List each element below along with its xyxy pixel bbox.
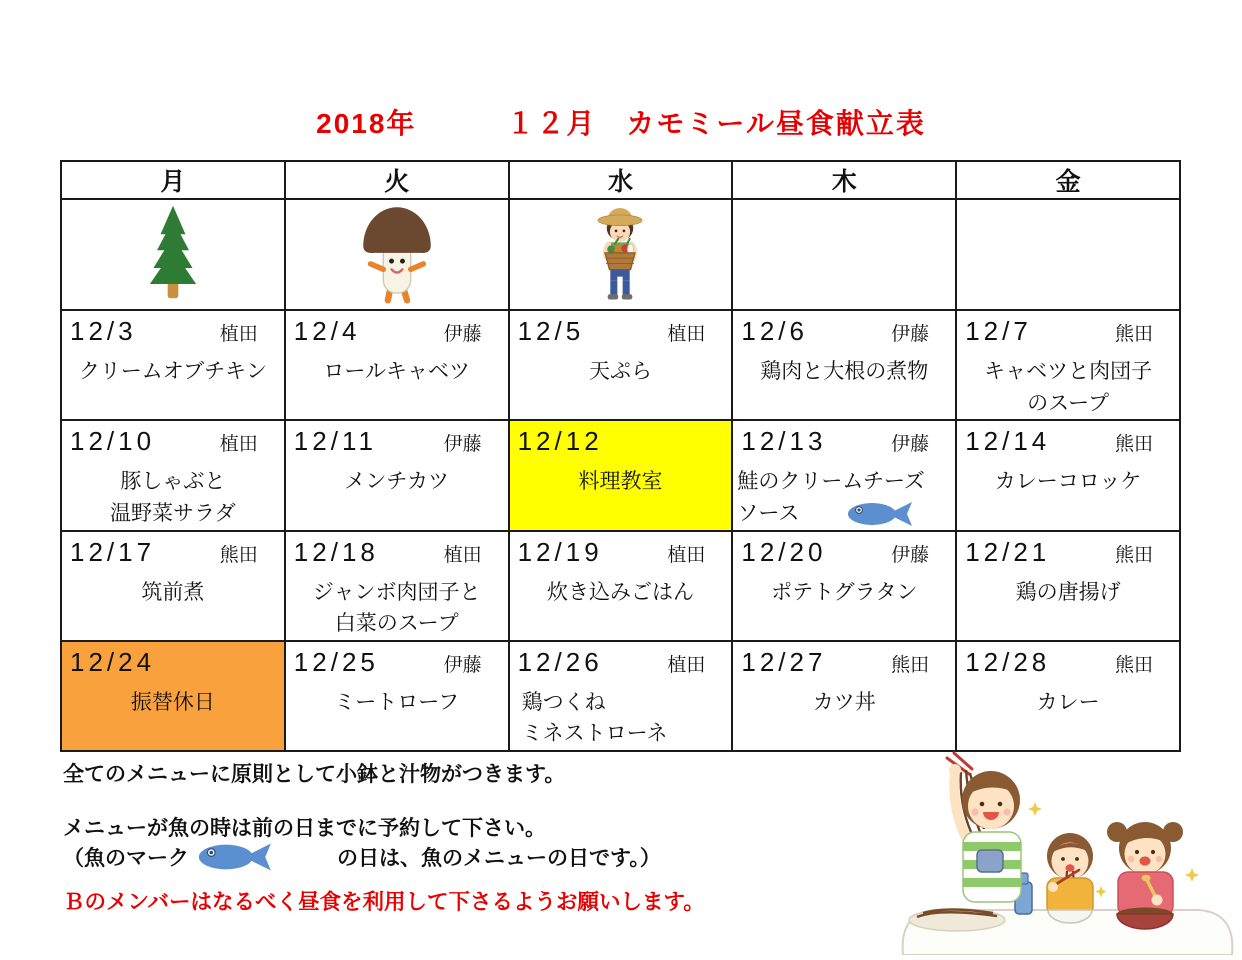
illustration-row	[61, 199, 1180, 310]
menu-line: ジャンボ肉団子と	[312, 580, 481, 604]
cell-staff: 熊田	[1114, 434, 1153, 455]
cell-date: 12/24	[70, 646, 156, 677]
cell-date: 12/10	[70, 426, 156, 456]
note-fish-mark	[63, 839, 661, 875]
menu-line: カレー	[1036, 690, 1100, 714]
cell-12-24-holiday	[61, 641, 285, 751]
menu-line: 豚しゃぶと	[120, 470, 226, 493]
cell-12-20	[732, 531, 956, 641]
day-header-tue: 火	[285, 161, 509, 199]
menu-line: 鶏肉と大根の煮物	[760, 360, 929, 383]
menu-line: ソース	[737, 501, 800, 525]
mushroom-character-icon	[351, 200, 443, 304]
pine-tree-icon	[133, 202, 213, 302]
illustration-cell-mon	[61, 199, 285, 310]
menu-line: カレーコロッケ	[994, 470, 1142, 493]
illustration-cell-thu	[732, 199, 956, 310]
cell-date: 12/12	[517, 426, 603, 456]
cell-staff: 伊藤	[891, 434, 930, 455]
cell-date: 12/26	[517, 646, 603, 677]
cell-date: 12/11	[293, 426, 377, 456]
cell-date: 12/27	[741, 646, 827, 677]
menu-line: ロールキャベツ	[323, 360, 470, 383]
day-header-thu: 木	[732, 161, 956, 199]
cell-date: 12/20	[741, 536, 827, 567]
menu-line: のスープ	[1027, 391, 1110, 415]
cell-staff: 熊田	[1114, 654, 1153, 676]
cell-date: 12/7	[965, 316, 1032, 346]
cell-date: 12/21	[965, 536, 1051, 567]
menu-line: キャベツと肉団子	[984, 360, 1153, 383]
day-header-row	[61, 161, 1180, 199]
menu-line: 料理教室	[578, 470, 663, 493]
cell-staff: 伊藤	[891, 544, 930, 566]
menu-line: 白菜のスープ	[334, 612, 459, 635]
menu-line: 炊き込みごはん	[546, 580, 694, 604]
menu-line: 鮭のクリームチーズ	[737, 470, 925, 493]
menu-line: ポテトグラタン	[771, 580, 918, 604]
menu-line: 筑前煮	[141, 580, 205, 604]
menu-line: ミネストローネ	[521, 722, 668, 745]
cell-12-26	[509, 641, 733, 751]
cell-12-17	[61, 531, 285, 641]
illustration-cell-fri	[956, 199, 1180, 310]
cell-12-3	[61, 310, 285, 420]
cell-staff: 植田	[443, 544, 482, 566]
cell-12-7	[956, 310, 1180, 420]
cell-12-18	[285, 531, 509, 641]
cell-12-25	[285, 641, 509, 751]
cell-12-12-cooking-class	[509, 420, 733, 531]
menu-line: 振替休日	[130, 690, 215, 714]
cell-date: 12/5	[517, 316, 585, 346]
cell-12-27	[732, 641, 956, 751]
week-row-1	[61, 310, 1180, 420]
cell-12-11	[285, 420, 509, 531]
cell-12-10	[61, 420, 285, 531]
cell-date: 12/28	[965, 646, 1051, 677]
illustration-cell-wed	[509, 199, 733, 310]
cell-staff: 植田	[219, 434, 258, 455]
cell-12-5	[509, 310, 733, 420]
cell-staff: 植田	[219, 324, 258, 345]
cell-staff: 伊藤	[443, 654, 482, 676]
cell-12-14	[956, 420, 1180, 531]
cell-date: 12/6	[741, 316, 808, 346]
cell-date: 12/18	[293, 536, 379, 567]
menu-calendar-table	[60, 160, 1181, 752]
cell-staff: 伊藤	[891, 324, 930, 345]
week-row-4	[61, 641, 1180, 751]
farmer-with-vegetable-basket-icon	[576, 200, 664, 304]
cell-12-19	[509, 531, 733, 641]
menu-line: 天ぷら	[588, 360, 652, 383]
cell-staff: 熊田	[1114, 544, 1153, 566]
cell-staff: 植田	[667, 654, 706, 676]
menu-line: ミートローフ	[334, 690, 460, 714]
menu-line: カツ丼	[812, 690, 876, 714]
day-header-wed: 水	[509, 161, 733, 199]
note-fish-mark-prefix: （魚のマーク	[63, 847, 189, 870]
note-fish-mark-suffix: の日は、魚のメニューの日です。）	[337, 847, 661, 870]
cell-staff: 伊藤	[443, 434, 482, 455]
illustration-cell-tue	[285, 199, 509, 310]
menu-line: メンチカツ	[344, 470, 449, 493]
cell-date: 12/25	[293, 646, 379, 677]
fish-icon	[193, 839, 279, 875]
cell-12-28	[956, 641, 1180, 751]
cell-date: 12/14	[965, 426, 1051, 456]
cell-staff: 熊田	[891, 654, 930, 676]
cell-staff: 熊田	[1114, 324, 1153, 345]
fish-icon	[845, 498, 917, 530]
menu-line: 鶏つくね	[521, 690, 606, 714]
cell-12-4	[285, 310, 509, 420]
note-member-request: Ｂのメンバーはなるべく昼食を利用して下さるようお願いします。	[63, 890, 705, 914]
cell-date: 12/13	[741, 426, 827, 456]
cell-12-13	[732, 420, 956, 531]
week-row-2	[61, 420, 1180, 531]
day-header-fri: 金	[956, 161, 1180, 199]
menu-line: クリームオブチキン	[78, 360, 267, 383]
cell-date: 12/4	[293, 316, 361, 346]
cell-12-21	[956, 531, 1180, 641]
cell-staff: 伊藤	[443, 324, 482, 345]
week-row-3	[61, 531, 1180, 641]
menu-line: 温野菜サラダ	[110, 501, 236, 525]
cell-staff: 熊田	[219, 544, 258, 566]
cell-date: 12/17	[70, 536, 156, 567]
cell-date: 12/19	[517, 536, 603, 567]
cell-date: 12/3	[70, 316, 137, 346]
page-title: 2018年 １２月 カモミール昼食献立表	[316, 108, 926, 139]
cell-staff: 植田	[667, 324, 706, 345]
day-header-mon: 月	[61, 161, 285, 199]
menu-line: 鶏の唐揚げ	[1015, 580, 1121, 604]
children-eating-illustration	[895, 740, 1240, 955]
note-side-dish: 全てのメニューに原則として小鉢と汁物がつきます。	[63, 763, 566, 786]
cell-12-6	[732, 310, 956, 420]
cell-staff: 植田	[667, 544, 706, 566]
note-fish-reservation: メニューが魚の時は前の日までに予約して下さい。	[63, 817, 546, 840]
